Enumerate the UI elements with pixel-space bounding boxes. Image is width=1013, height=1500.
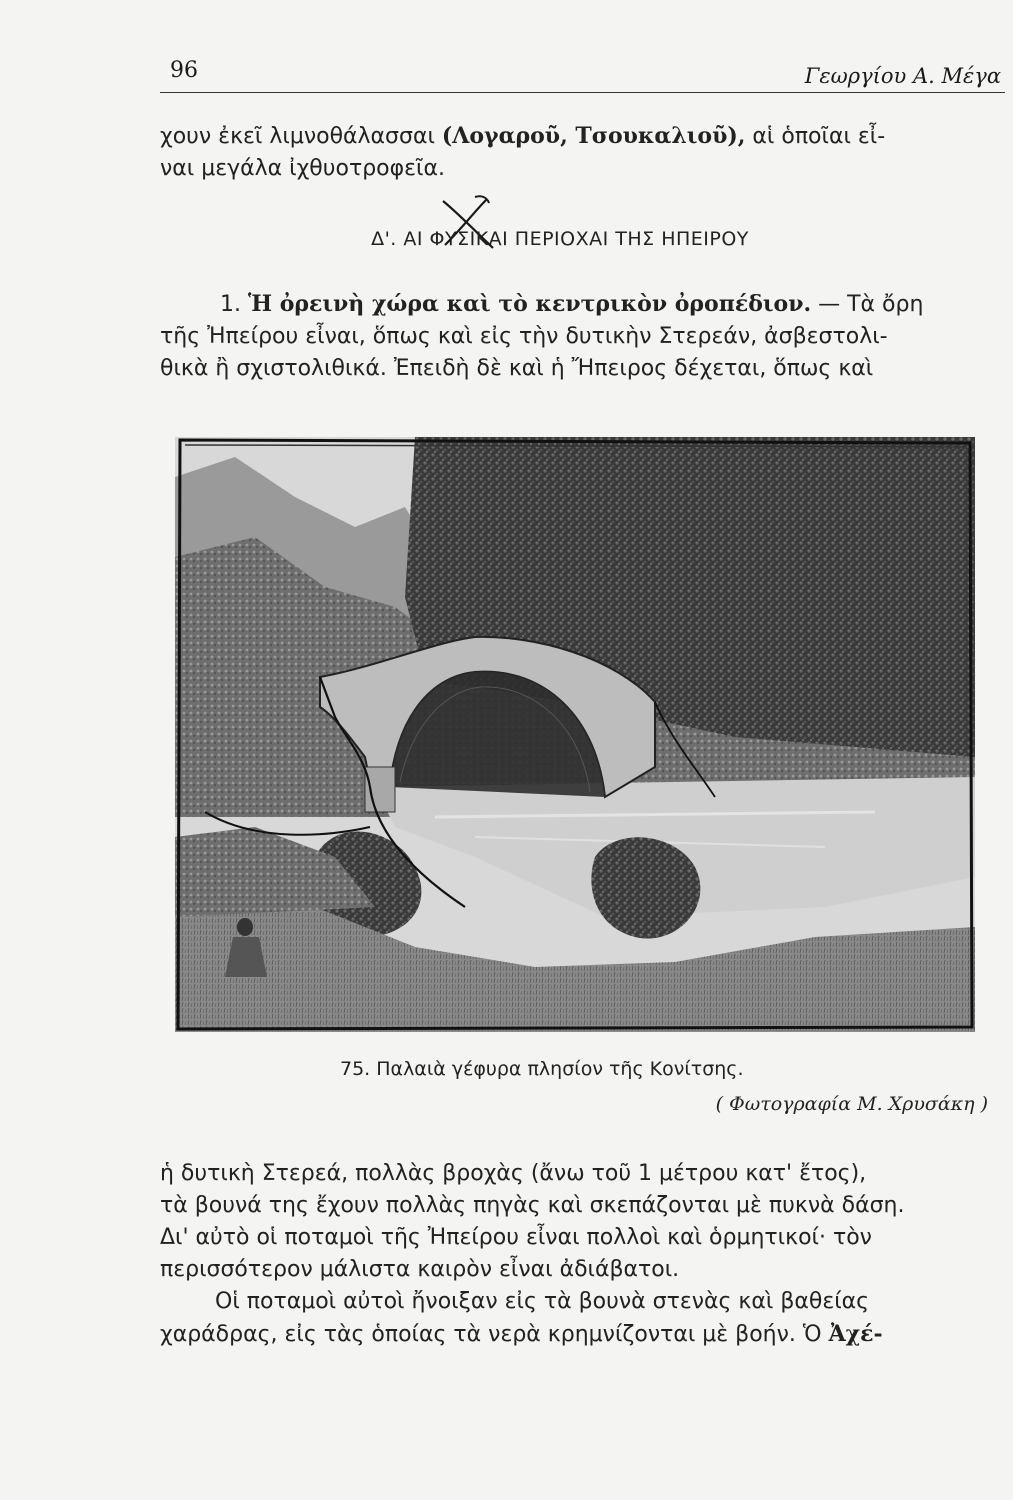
bold-place-names: (Λογαροῦ, Τσουκαλιοῦ), — [441, 123, 746, 149]
subsection-title: Ἡ ὀρεινὴ χώρα καὶ τὸ κεντρικὸν ὀροπέδιον. — [247, 291, 812, 317]
bold-river-name: Ἀχέ- — [828, 1321, 883, 1347]
header-rule — [160, 92, 1005, 93]
subsection-line-1: 1. Ἡ ὀρεινὴ χώρα καὶ τὸ κεντρικὸν ὀροπέδιον. — Τὰ ὄρη — [220, 291, 924, 317]
subsection-paragraph — [160, 288, 990, 385]
bridge-photograph — [175, 437, 975, 1032]
subsection-line-2: τῆς Ἠπείρου εἶναι, ὅπως καὶ εἰς τὴν δυτικὴν Στερεάν, ἀσβεστολι- — [160, 324, 888, 349]
subsection-line-3: θικὰ ἢ σχιστολιθικά. Ἐπειδὴ δὲ καὶ ἡ Ἤπειρος δέχεται, ὅπως καὶ — [160, 356, 874, 381]
page-number: 96 — [170, 58, 198, 83]
continuation-line-2: τὰ βουνά της ἔχουν πολλὰς πηγὰς καὶ σκεπάζονται μὲ πυκνὰ δάση. — [160, 1193, 905, 1218]
intro-line-2: ναι μεγάλα ἰχθυοτροφεῖα. — [160, 156, 445, 181]
running-header-author: Γεωργίου Α. Μέγα — [804, 64, 1001, 88]
section-heading: Δ'. ΑΙ ΦΥΣΙΚΑΙ ΠΕΡΙΟΧΑΙ ΤΗΣ ΗΠΕΙΡΟΥ — [371, 228, 749, 250]
continuation-line-5: Οἱ ποταμοὶ αὐτοὶ ἤνοιξαν εἰς τὰ βουνὰ στενὰς καὶ βαθείας — [215, 1289, 870, 1314]
figure-caption: 75. Παλαιὰ γέφυρα πλησίον τῆς Κονίτσης. — [340, 1058, 744, 1080]
intro-paragraph — [160, 120, 990, 185]
continuation-line-6: χαράδρας, εἰς τὰς ὁποίας τὰ νερὰ κρημνίζονται μὲ βοήν. Ὁ Ἀχέ- — [160, 1321, 883, 1347]
photo-credit: ( Φωτογραφία Μ. Χρυσάκη ) — [715, 1093, 988, 1115]
intro-line-1: χουν ἐκεῖ λιμνοθάλασσαι (Λογαροῦ, Τσουκαλιοῦ), αἱ ὁποῖαι εἶ- — [160, 123, 886, 149]
continuation-line-1: ἡ δυτικὴ Στερεά, πολλὰς βροχὰς (ἄνω τοῦ 1 μέτρου κατ' ἔτος), — [160, 1161, 867, 1186]
continuation-paragraph — [160, 1158, 990, 1351]
pencil-cross-mark — [435, 193, 505, 253]
continuation-line-4: περισσότερον μάλιστα καιρὸν εἶναι ἀδιάβατοι. — [160, 1257, 680, 1282]
continuation-line-3: Δι' αὐτὸ οἱ ποταμοὶ τῆς Ἠπείρου εἶναι πολλοὶ καὶ ὁρμητικοί· τὸν — [160, 1225, 872, 1250]
